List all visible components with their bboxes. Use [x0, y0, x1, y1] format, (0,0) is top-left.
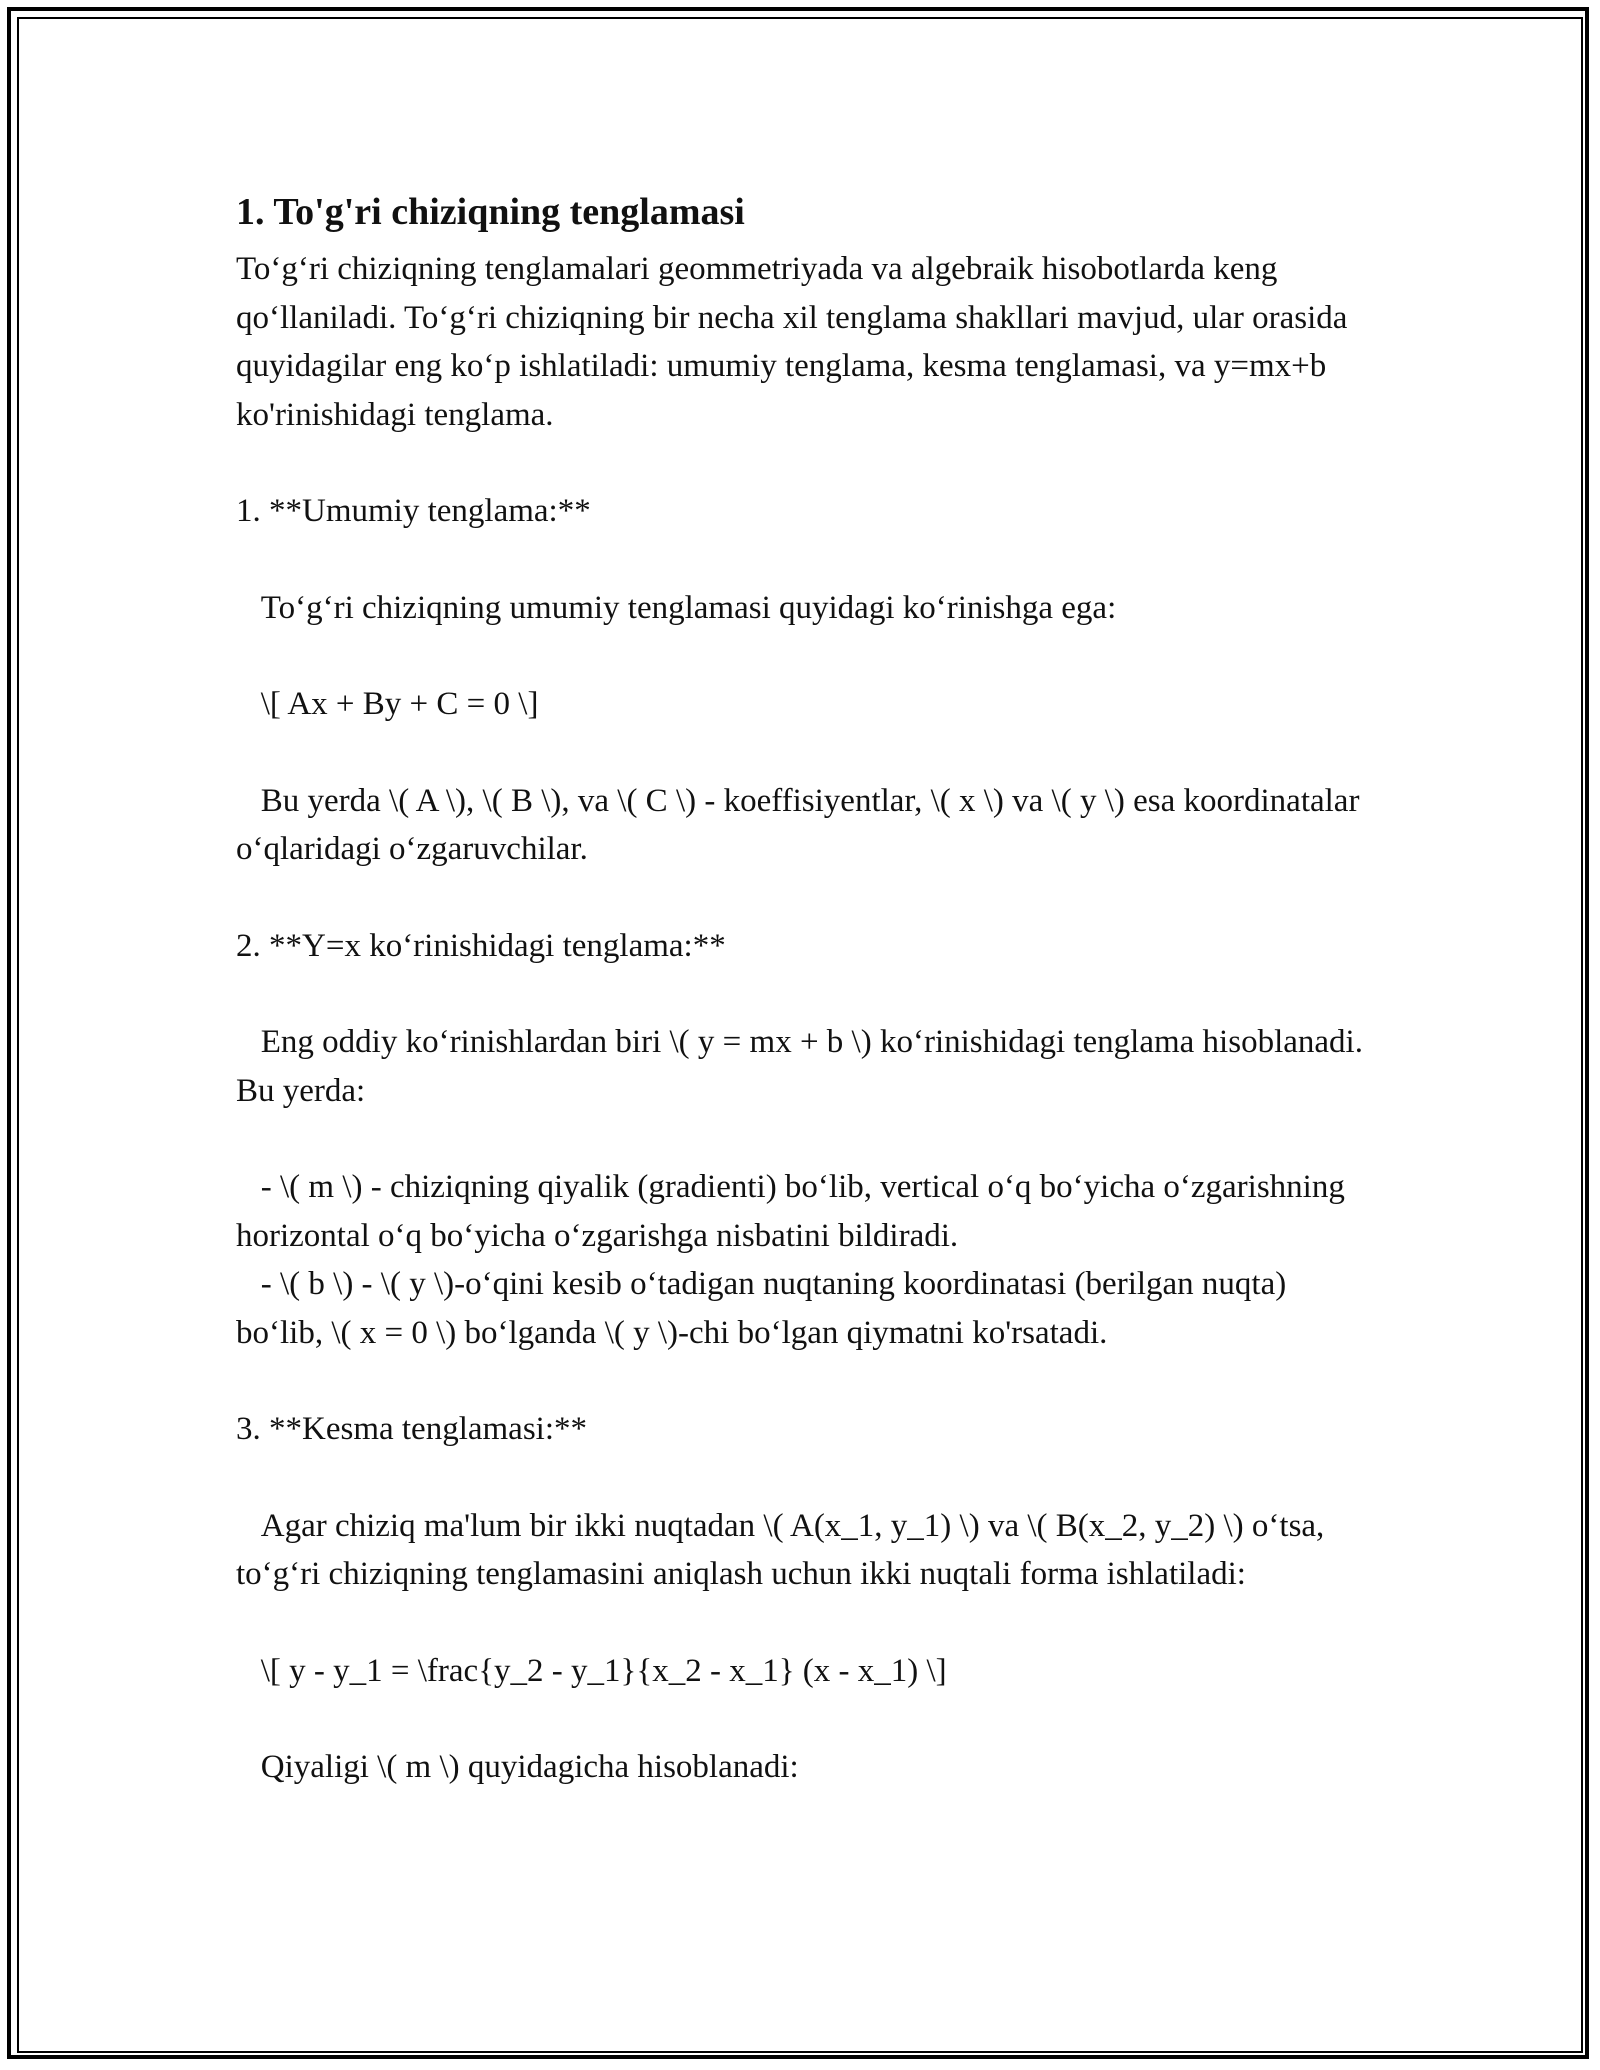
- slope-intercept-description: Eng oddiy ko‘rinishlardan biri \( y = mx + b \) ko‘rinishidagi tenglama hisoblanadi. Bu yerda:: [236, 1024, 1372, 1109]
- coefficients-explanation: Bu yerda \( A \), \( B \), va \( C \) - koeffisiyentlar, \( x \) va \( y \) esa koordinatalar o‘qlaridagi o‘zgaruvchilar.: [236, 782, 1368, 867]
- intro-paragraph: To‘g‘ri chiziqning tenglamalari geommetriyada va algebraik hisobotlarda keng qo‘llaniladi. To‘g‘ri chiziqning bir necha xil tenglama shakllari mavjud, ular orasida quyidagilar eng ko‘p ishlatiladi: umumiy tenglama, kesma tenglamasi, va y=mx+b ko'rinishidagi tenglama.: [236, 251, 1356, 433]
- two-point-formula: \[ y - y_1 = \frac{y_2 - y_1}{x_2 - x_1} (x - x_1) \]: [236, 1652, 947, 1689]
- general-equation-description: To‘g‘ri chiziqning umumiy tenglamasi quyidagi ko‘rinishga ega:: [236, 589, 1117, 626]
- document-body: [236, 186, 1376, 1792]
- slope-calculation-intro: Qiyaligi \( m \) quyidagicha hisoblanadi:: [236, 1749, 799, 1785]
- slope-intercept-terms-list: - \( m \) - chiziqning qiyalik (gradienti) bo‘lib, vertical o‘q bo‘yicha o‘zgarishning horizontal o‘q bo‘yicha o‘zgarishga nisbatini bildiradi. - \( b \) - \( y \)-o‘qini kesib o‘tadigan nuqtaning koordinatasi (berilgan nuqta) bo‘lib, \( x = 0 \) bo‘lganda \( y \)-chi bo‘lgan qiymatni ko'rsatadi.: [236, 1169, 1345, 1351]
- section-heading-slope-intercept: 2. **Y=x ko‘rinishidagi tenglama:**: [236, 927, 726, 964]
- document-title: 1. To'g'ri chiziqning tenglamasi: [236, 191, 745, 233]
- section-heading-two-point: 3. **Kesma tenglamasi:**: [236, 1411, 588, 1447]
- general-equation-formula: \[ Ax + By + C = 0 \]: [236, 686, 539, 722]
- two-point-description: Agar chiziq ma'lum bir ikki nuqtadan \( A(x_1, y_1) \) va \( B(x_2, y_2) \) o‘tsa, to‘g‘ri chiziqning tenglamasini aniqlash uchun ikki nuqtali forma ishlatiladi:: [236, 1507, 1333, 1592]
- section-heading-general-equation: 1. **Umumiy tenglama:**: [236, 493, 591, 529]
